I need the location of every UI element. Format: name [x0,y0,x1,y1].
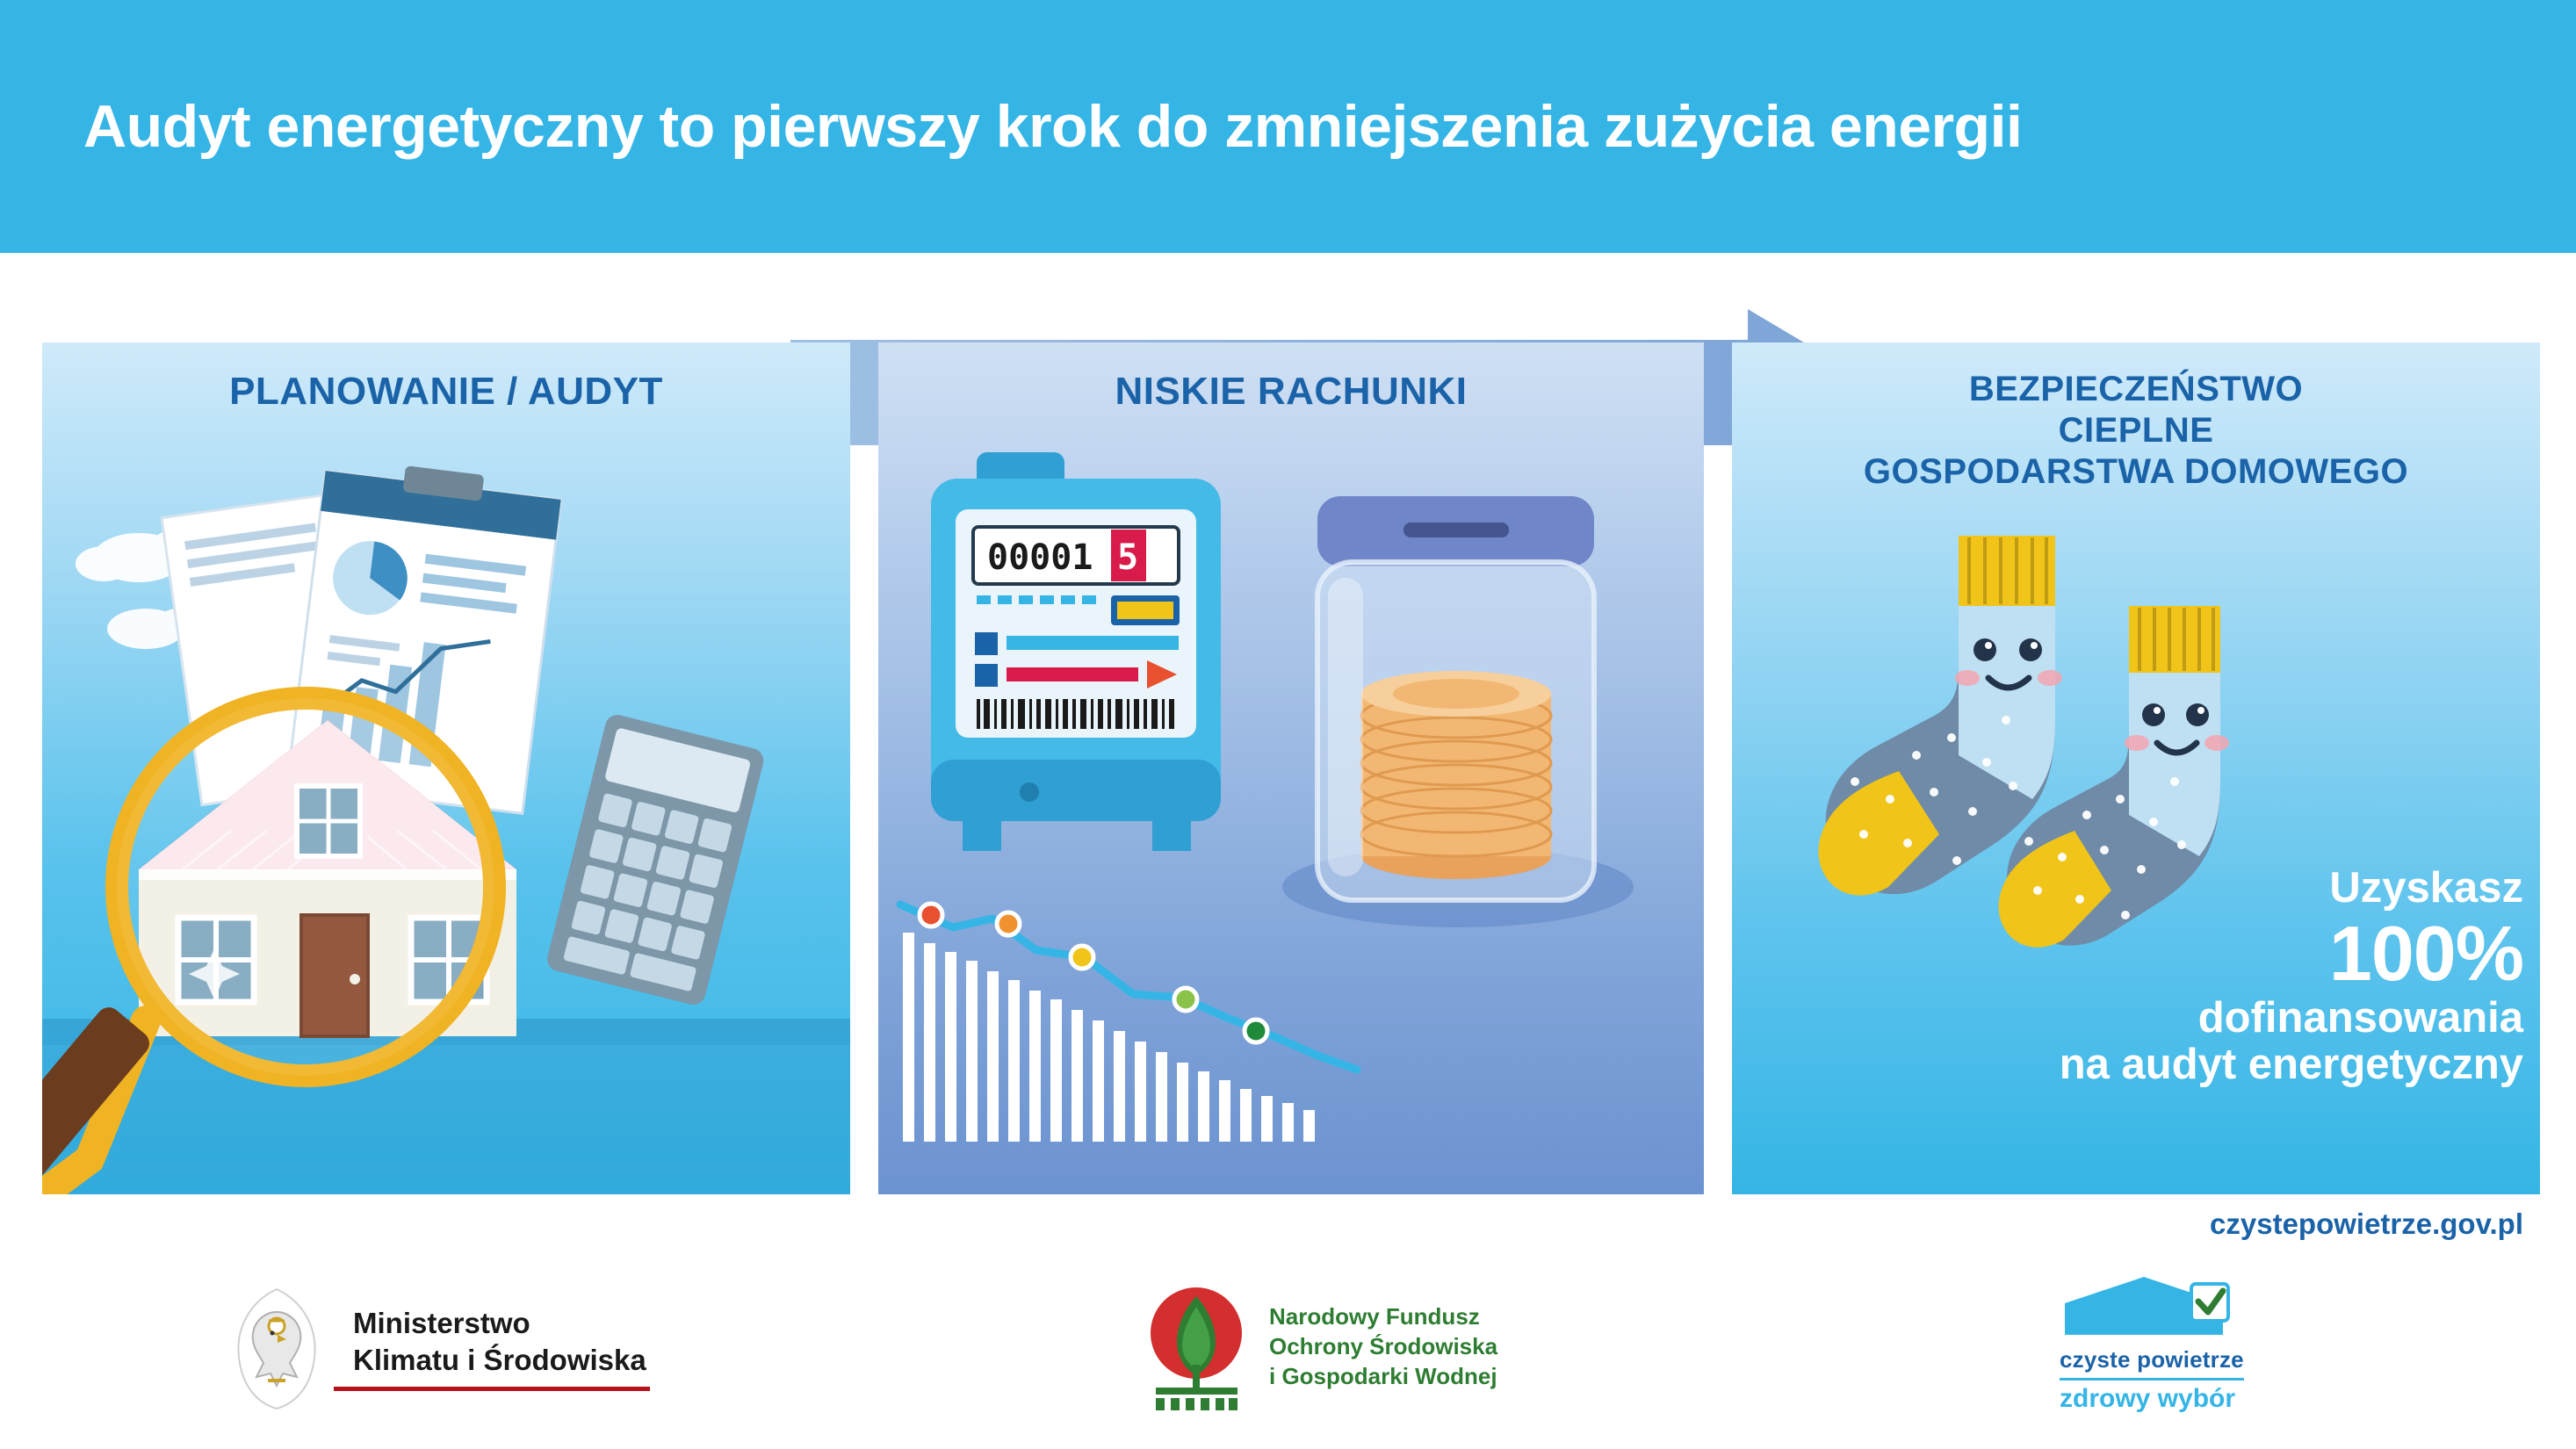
polish-eagle-icon [220,1282,334,1414]
czyste-powietrze-line-1: czyste powietrze [2060,1346,2244,1373]
nfosigw-line-1: Narodowy Fundusz [1269,1302,1480,1330]
panel-1-label: PLANOWANIE / AUDYT [229,370,663,413]
panel-3-label-line2: CIEPLNE [2058,411,2214,451]
ministry-line-2: Klimatu i Środowiska [353,1344,646,1376]
website-link[interactable]: czystepowietrze.gov.pl [2210,1208,2523,1240]
header-bar [0,0,2576,253]
ministry-line-1: Ministerstwo [353,1306,530,1339]
page-title: Audyt energetyczny to pierwszy krok do zmniejszenia zużycia energii [83,93,2023,160]
low-bills-illustration [878,342,1704,1194]
nfosigw-tree-icon [1142,1280,1252,1412]
czyste-powietrze-rule [2060,1378,2244,1381]
ministry-logo [220,1282,650,1414]
house-check-icon [2060,1273,2270,1342]
declining-bar-chart-icon [900,904,1357,1142]
meter-reading-highlight: 5 [1117,537,1139,578]
panel-3-label [1732,369,2540,494]
promo-line-1: Uzyskasz [2329,864,2523,912]
czyste-powietrze-logo [2060,1273,2270,1414]
planning-audit-illustration [42,342,850,1194]
panel-2-label: NISKIE RACHUNKI [1115,370,1468,413]
meter-reading: 00001 [987,537,1093,578]
calculator-icon [545,712,766,1007]
panel-3-label-line3: GOSPODARSTWA DOMOWEGO [1863,452,2409,492]
energy-meter-icon [931,452,1221,851]
czyste-powietrze-line-2: zdrowy wybór [2060,1384,2236,1413]
coin-jar-icon [1282,496,1634,927]
footer-logos [0,1265,2576,1449]
promo-percentage: 100% [2328,909,2523,997]
panel-planning-audit [42,342,850,1194]
promo-block [1926,865,2523,1088]
ministry-accent-rule [334,1387,650,1391]
panel-3-label-line1: BEZPIECZEŃSTWO [1968,370,2304,408]
nfosigw-line-2: Ochrony Środowiska [1269,1332,1498,1359]
coin-stack-icon [1361,671,1551,879]
promo-line-4: na audyt energetyczny [2059,1040,2523,1088]
promo-line-3: dofinansowania [2197,993,2523,1042]
panel-low-bills [878,342,1704,1194]
nfosigw-logo [1142,1280,1497,1412]
nfosigw-line-3: i Gospodarki Wodnej [1269,1363,1497,1390]
